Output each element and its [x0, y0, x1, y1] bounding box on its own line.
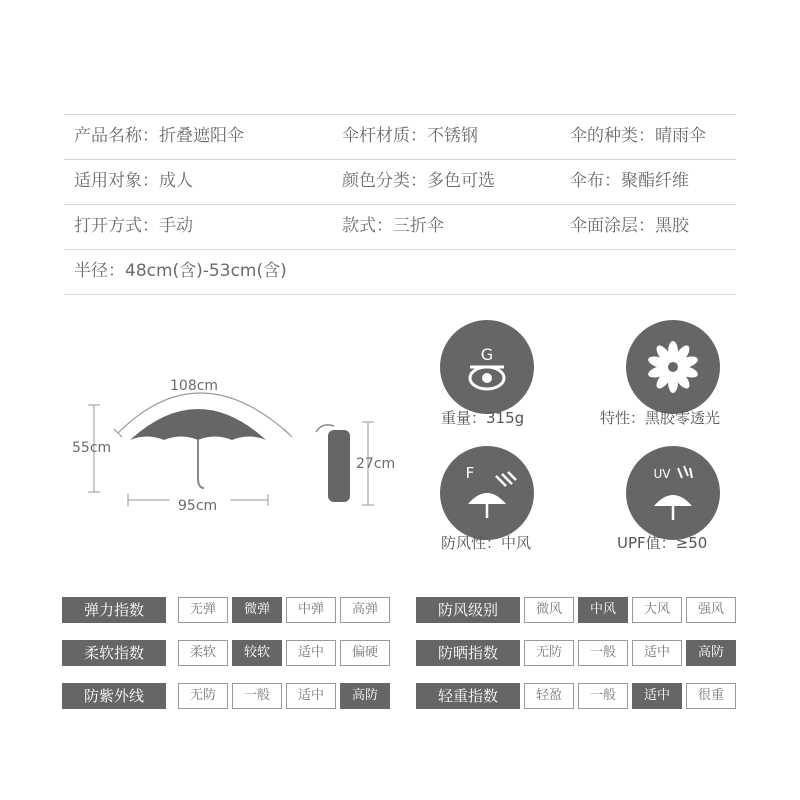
rating-option: 柔软: [178, 640, 228, 666]
spec-pole-material: 伞杆材质：不锈钢: [342, 126, 478, 146]
rating-option: 适中: [286, 640, 336, 666]
arc-length-label: 108cm: [170, 378, 219, 394]
rating-option: 适中: [286, 683, 336, 709]
rating-option: 中弹: [286, 597, 336, 623]
scale-icon: [440, 320, 534, 414]
rating-option: 一般: [578, 683, 628, 709]
rating-title: 防风级别: [416, 597, 520, 623]
rating-option: 强风: [686, 597, 736, 623]
spec-target-user: 适用对象：成人: [74, 171, 193, 191]
rating-option: 一般: [578, 640, 628, 666]
rating-option: 微风: [524, 597, 574, 623]
spec-product-name: 产品名称：折叠遮阳伞: [74, 126, 244, 146]
wind-umbrella-icon: [440, 446, 534, 540]
rating-option-selected: 中风: [578, 597, 628, 623]
rating-option: 无弹: [178, 597, 228, 623]
rating-option: 大风: [632, 597, 682, 623]
spec-style: 款式：三折伞: [342, 216, 444, 236]
uv-umbrella-icon: [626, 446, 720, 540]
rating-option: 轻盈: [524, 683, 574, 709]
spec-coating: 伞面涂层：黑胶: [570, 216, 689, 236]
spec-open-method: 打开方式：手动: [74, 216, 193, 236]
folded-length-label: 27cm: [356, 456, 396, 472]
rating-option: 适中: [632, 640, 682, 666]
rating-option: 无防: [524, 640, 574, 666]
rating-title: 防紫外线: [62, 683, 166, 709]
property-label: 特性：黑胶零透光: [600, 409, 721, 427]
rating-option-selected: 高防: [340, 683, 390, 709]
flower-icon: [626, 320, 720, 414]
spec-umbrella-type: 伞的种类：晴雨伞: [570, 126, 706, 146]
rating-title: 弹力指数: [62, 597, 166, 623]
wind-glyph: F: [465, 464, 475, 482]
rating-option-selected: 适中: [632, 683, 682, 709]
rating-title: 柔软指数: [62, 640, 166, 666]
rating-title: 轻重指数: [416, 683, 520, 709]
rating-option: 很重: [686, 683, 736, 709]
upf-label: UPF值：≥50: [617, 534, 708, 552]
uv-glyph: UV: [653, 467, 671, 481]
rating-option-selected: 高防: [686, 640, 736, 666]
wind-label: 防风性：中风: [441, 534, 532, 552]
rating-option-selected: 较软: [232, 640, 282, 666]
spec-radius: 半径：48cm(含)-53cm(含): [74, 261, 287, 281]
spec-color: 颜色分类：多色可选: [342, 171, 495, 191]
span-label: 95cm: [178, 498, 218, 514]
open-height-label: 55cm: [72, 440, 112, 456]
rating-title: 防晒指数: [416, 640, 520, 666]
rating-option: 一般: [232, 683, 282, 709]
weight-label: 重量：315g: [441, 409, 525, 427]
rating-option: 高弹: [340, 597, 390, 623]
rating-option-selected: 微弹: [232, 597, 282, 623]
scale-glyph: G: [480, 345, 494, 364]
spec-fabric: 伞布：聚酯纤维: [570, 171, 689, 191]
rating-option: 无防: [178, 683, 228, 709]
rating-option: 偏硬: [340, 640, 390, 666]
